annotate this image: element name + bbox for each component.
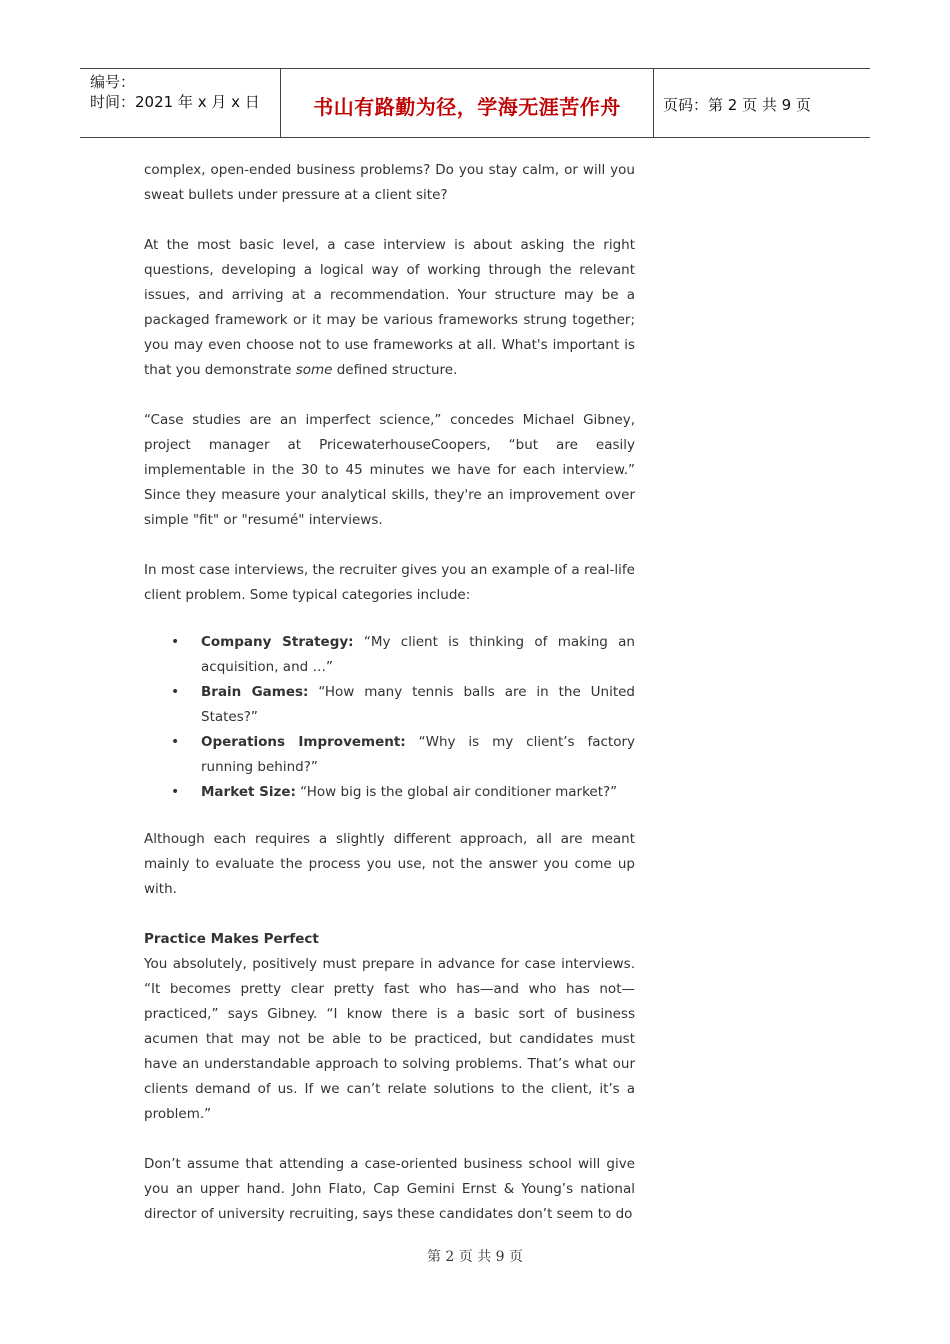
number-label: 编号： <box>90 73 136 91</box>
document-body <box>144 158 635 1227</box>
bullet-icon: • <box>171 684 180 700</box>
bullet-icon: • <box>171 784 180 800</box>
header-motto-cell <box>281 69 654 137</box>
header-page-info: 页码：第 2 页 共 9 页 <box>663 95 811 114</box>
category-label: Operations Improvement: <box>201 734 406 750</box>
paragraph-3: “Case studies are an imperfect science,” concedes Michael Gibney, project manager at PricewaterhouseCoopers, “but are easily implementable in the 30 to 45 minutes we have for each interview.” Since they measure your analytical skills, they're an improvement over simple "fit" or "resumé" interviews. <box>144 412 635 528</box>
bullet-icon: • <box>171 734 180 750</box>
header-meta <box>80 69 281 137</box>
paragraph-2: At the most basic level, a case interview is about asking the right questions, developing a logical way of working through the relevant issues, and arriving at a recommendation. Your structure may be a packaged framework or it may be various frameworks strung together; you may even choose not to use frameworks at all. What's important is that you demonstrate some defined structure. <box>144 237 635 378</box>
list-item <box>144 780 635 805</box>
list-item <box>144 730 635 780</box>
list-item <box>144 680 635 730</box>
page-header <box>80 68 870 138</box>
list-item <box>144 630 635 680</box>
page-footer: 第 2 页 共 9 页 <box>426 1249 524 1265</box>
category-label: Company Strategy: <box>201 634 354 650</box>
section-heading: Practice Makes Perfect <box>144 931 319 947</box>
paragraph-1: complex, open-ended business problems? Do you stay calm, or will you sweat bullets under pressure at a client site? <box>144 162 635 203</box>
category-text: “My client is thinking of making an acquisition, and …” <box>201 634 635 675</box>
category-label: Brain Games: <box>201 684 309 700</box>
paragraph-5: Although each requires a slightly different approach, all are meant mainly to evaluate the process you use, not the answer you come up with. <box>144 831 635 897</box>
bullet-icon: • <box>171 634 180 650</box>
emphasis-some: some <box>295 362 333 378</box>
category-label: Market Size: <box>201 784 296 800</box>
category-list <box>144 630 635 805</box>
paragraph-6: You absolutely, positively must prepare in advance for case interviews. “It becomes pretty clear pretty fast who has—and who has not—practiced,” says Gibney. “I know there is a basic sort of business acumen that may not be able to be practiced, but candidates must have an understandable approach to solving problems. That’s what our clients demand of us. If we can’t relate solutions to the client, it’s a problem.” <box>144 956 635 1122</box>
category-text: “How many tennis balls are in the United States?” <box>201 684 635 725</box>
time-label: 时间：2021 年 x 月 x 日 <box>90 93 260 111</box>
paragraph-7: Don’t assume that attending a case-oriented business school will give you an upper hand. John Flato, Cap Gemini Ernst & Young’s national director of university recruiting, says these candidates don’t seem to do <box>144 1156 635 1222</box>
header-motto: 书山有路勤为径，学海无涯苦作舟 <box>313 94 621 119</box>
category-text: “How big is the global air conditioner market?” <box>295 784 618 800</box>
paragraph-4: In most case interviews, the recruiter gives you an example of a real-life client problem. Some typical categories include: <box>144 562 635 603</box>
category-text: “Why is my client’s factory running behind?” <box>201 734 636 775</box>
